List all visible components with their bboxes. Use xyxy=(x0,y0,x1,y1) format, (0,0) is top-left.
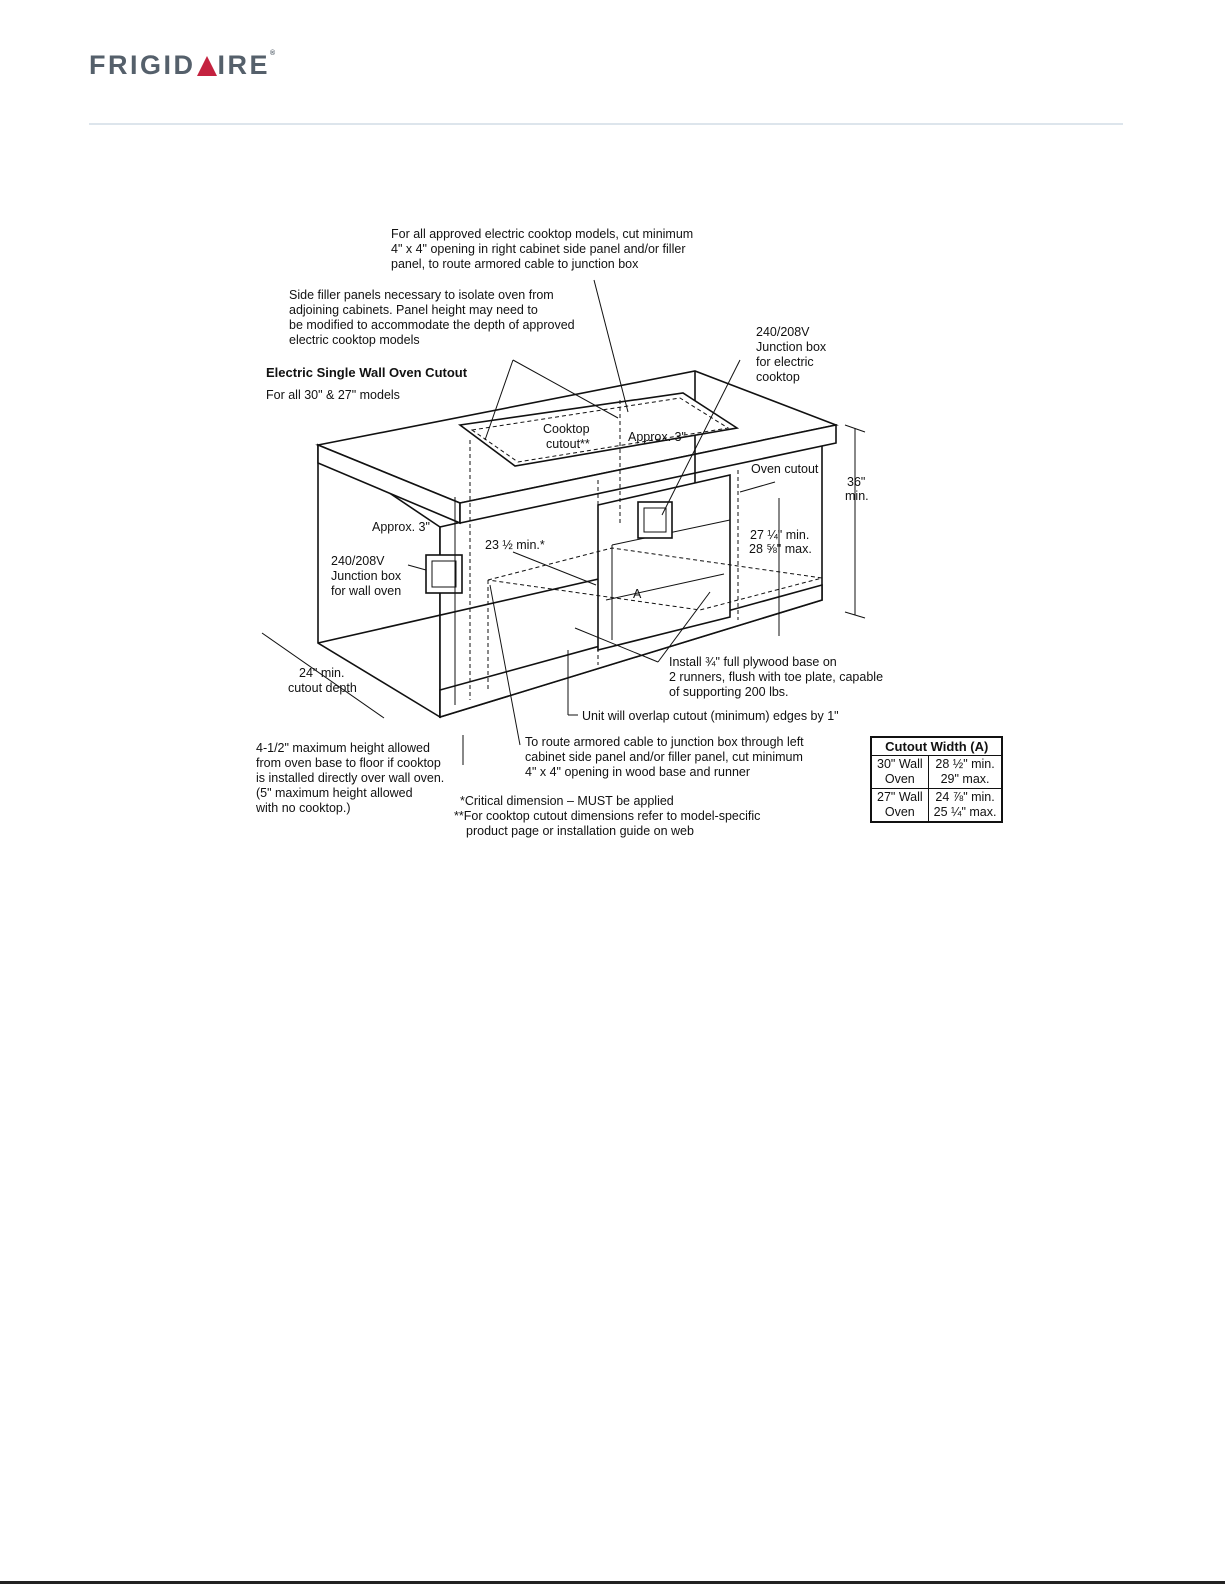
footnote-2a: **For cooktop cutout dimensions refer to model-specific xyxy=(454,809,761,823)
diagram-title: Electric Single Wall Oven Cutout xyxy=(266,365,468,380)
callout-right-panel-3: panel, to route armored cable to junction box xyxy=(391,257,639,271)
callout-right-panel-2: 4" x 4" opening in right cabinet side panel and/or filler xyxy=(391,242,686,256)
jbox-wall-3: for wall oven xyxy=(331,584,402,598)
diagram-subtitle: For all 30" & 27" models xyxy=(266,388,400,402)
plywood-label-1: Install ¾" full plywood base on xyxy=(669,655,837,669)
route-left-2: cabinet side panel and/or filler panel, cut minimum xyxy=(525,750,803,764)
callout-right-panel-1: For all approved electric cooktop models, cut minimum xyxy=(391,227,694,241)
depth-24-label-1: 24" min. xyxy=(299,666,345,680)
table-cell-dims xyxy=(928,789,1002,823)
junction-box-cooktop-icon xyxy=(638,502,672,538)
logo-registered-mark: ® xyxy=(270,50,276,57)
logo-text-right: IRE xyxy=(217,50,271,80)
approx3-top-label: Approx. 3" xyxy=(628,430,686,444)
cutout-table-header: Cutout Width (A) xyxy=(871,737,1002,756)
max-height-1: 4-1/2" maximum height allowed xyxy=(256,741,430,755)
max-height-5: with no cooktop.) xyxy=(256,801,351,815)
callout-side-filler-1: Side filler panels necessary to isolate oven from xyxy=(289,288,554,302)
height-36-label-1: 36" xyxy=(847,475,866,489)
height-27-label-2: 28 ⅝" max. xyxy=(749,542,812,556)
row2-model-2: Oven xyxy=(884,805,915,819)
row1-model-1: 30" Wall xyxy=(877,757,923,771)
jbox-cooktop-1: 240/208V xyxy=(756,325,810,339)
row2-dims-1: 24 ⅞" min. xyxy=(935,790,995,804)
footer-rule xyxy=(0,1581,1225,1584)
jbox-cooktop-2: Junction box xyxy=(756,340,827,354)
callout-side-filler-4: electric cooktop models xyxy=(289,333,420,347)
width-a-label: A xyxy=(633,587,642,601)
table-cell-dims xyxy=(928,756,1002,789)
depth-23-label: 23 ½ min.* xyxy=(485,538,545,552)
route-left-1: To route armored cable to junction box through left xyxy=(525,735,804,749)
table-row xyxy=(871,789,1002,823)
height-27-label-1: 27 ¼" min. xyxy=(750,528,810,542)
max-height-4: (5" maximum height allowed xyxy=(256,786,413,800)
cutout-width-table xyxy=(870,736,1003,823)
approx3-left-label: Approx. 3" xyxy=(372,520,430,534)
plywood-label-2: 2 runners, flush with toe plate, capable xyxy=(669,670,884,684)
jbox-cooktop-3: for electric xyxy=(756,355,814,369)
logo-text-left: FRIGID xyxy=(89,50,196,80)
callout-side-filler-3: be modified to accommodate the depth of approved xyxy=(289,318,575,332)
table-cell-model xyxy=(871,789,928,823)
jbox-wall-2: Junction box xyxy=(331,569,402,583)
row1-model-2: Oven xyxy=(884,772,915,786)
callout-side-filler-2: adjoining cabinets. Panel height may need to xyxy=(289,303,538,317)
row1-dims-1: 28 ½" min. xyxy=(935,757,995,771)
max-height-3: is installed directly over wall oven. xyxy=(256,771,445,785)
jbox-wall-1: 240/208V xyxy=(331,554,385,568)
oven-cutout-label: Oven cutout xyxy=(751,462,819,476)
max-height-2: from oven base to floor if cooktop xyxy=(256,756,441,770)
cooktop-cutout-label-2: cutout** xyxy=(546,437,590,451)
row2-dims-2: 25 ¼" max. xyxy=(933,805,997,819)
plywood-label-3: of supporting 200 lbs. xyxy=(669,685,789,699)
row2-model-1: 27" Wall xyxy=(877,790,923,804)
route-left-3: 4" x 4" opening in wood base and runner xyxy=(525,765,751,779)
footnote-2b: product page or installation guide on web xyxy=(466,824,694,838)
overlap-label: Unit will overlap cutout (minimum) edges by 1" xyxy=(582,709,839,723)
table-cell-model xyxy=(871,756,928,789)
height-36-label-2: min. xyxy=(845,489,869,503)
row1-dims-2: 29" max. xyxy=(940,772,990,786)
jbox-cooktop-4: cooktop xyxy=(756,370,800,384)
footnote-1: *Critical dimension – MUST be applied xyxy=(460,794,674,808)
table-row xyxy=(871,756,1002,789)
cooktop-cutout-label-1: Cooktop xyxy=(543,422,590,436)
depth-24-label-2: cutout depth xyxy=(288,681,357,695)
